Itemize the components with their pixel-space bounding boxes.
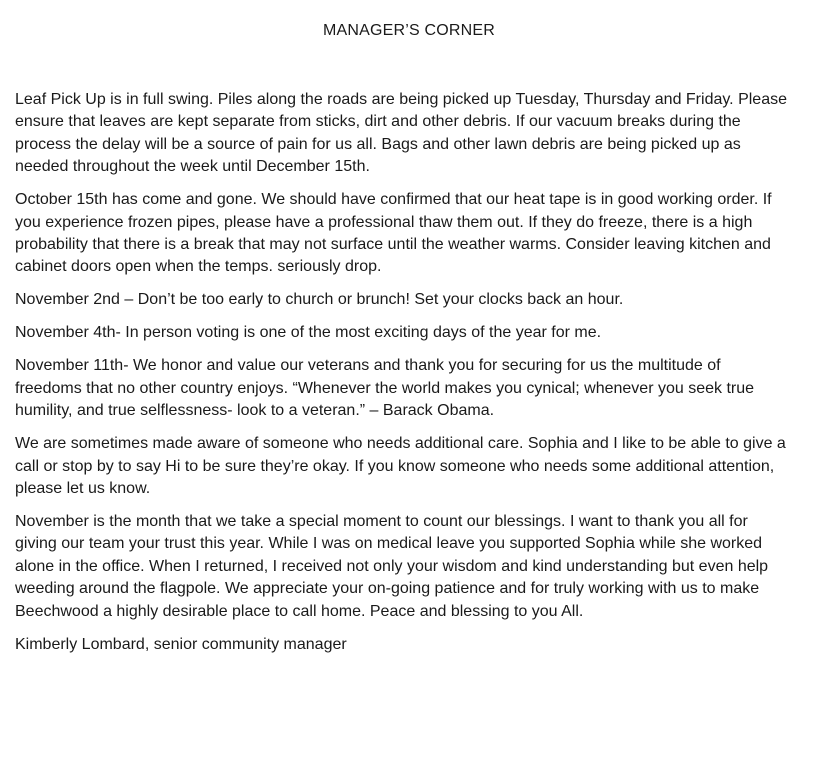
paragraph-clocks-back: November 2nd – Don’t be too early to church or brunch! Set your clocks back an hour. [15, 291, 624, 309]
paragraph-blessings: November is the month that we take a special moment to count our blessings. I want to thank you all for giving our team your trust this year. While I was on medical leave you supported Sophia while she worked alone in the office. When I returned, I received not only your wisdom and kind understanding but even help weeding around the flagpole. We appreciate your on-going patience and for truly working with us to make Beechwood a highly desirable place to call home. Peace and blessing to you All. [15, 513, 769, 620]
paragraph-leaf-pickup: Leaf Pick Up is in full swing. Piles along the roads are being picked up Tuesday, Thursday and Friday. Please ensure that leaves are kept separate from sticks, dirt and other debris. If our vacuum breaks during the process the delay will be a source of pain for us all. Bags and other lawn debris are being picked up as needed throughout the week until December 15th. [15, 91, 787, 176]
signature: Kimberly Lombard, senior community manager [15, 635, 347, 653]
paragraph-veterans: November 11th- We honor and value our veterans and thank you for securing for us the multitude of freedoms that no other country enjoys. “Whenever the world makes you cynical; whenever you seek true humility, and true selflessness- look to a veteran.” – Barack Obama. [15, 357, 755, 420]
paragraph-heat-tape: October 15th has come and gone. We should have confirmed that our heat tape is in good working order. If you experience frozen pipes, please have a professional thaw them out. If they do freeze, there is a high probability that there is a break that may not surface until the weather warms. Consider leaving kitchen and cabinet doors open when the temps. seriously drop. [15, 191, 772, 276]
paragraph-additional-care: We are sometimes made aware of someone who needs additional care. Sophia and I like to be able to give a call or stop by to say Hi to be sure they’re okay. If you know someone who needs some additional attention, please let us know. [15, 435, 786, 498]
page-title: MANAGER’S CORNER [322, 22, 496, 39]
paragraph-voting: November 4th- In person voting is one of the most exciting days of the year for me. [15, 324, 602, 342]
article-body [15, 89, 788, 656]
